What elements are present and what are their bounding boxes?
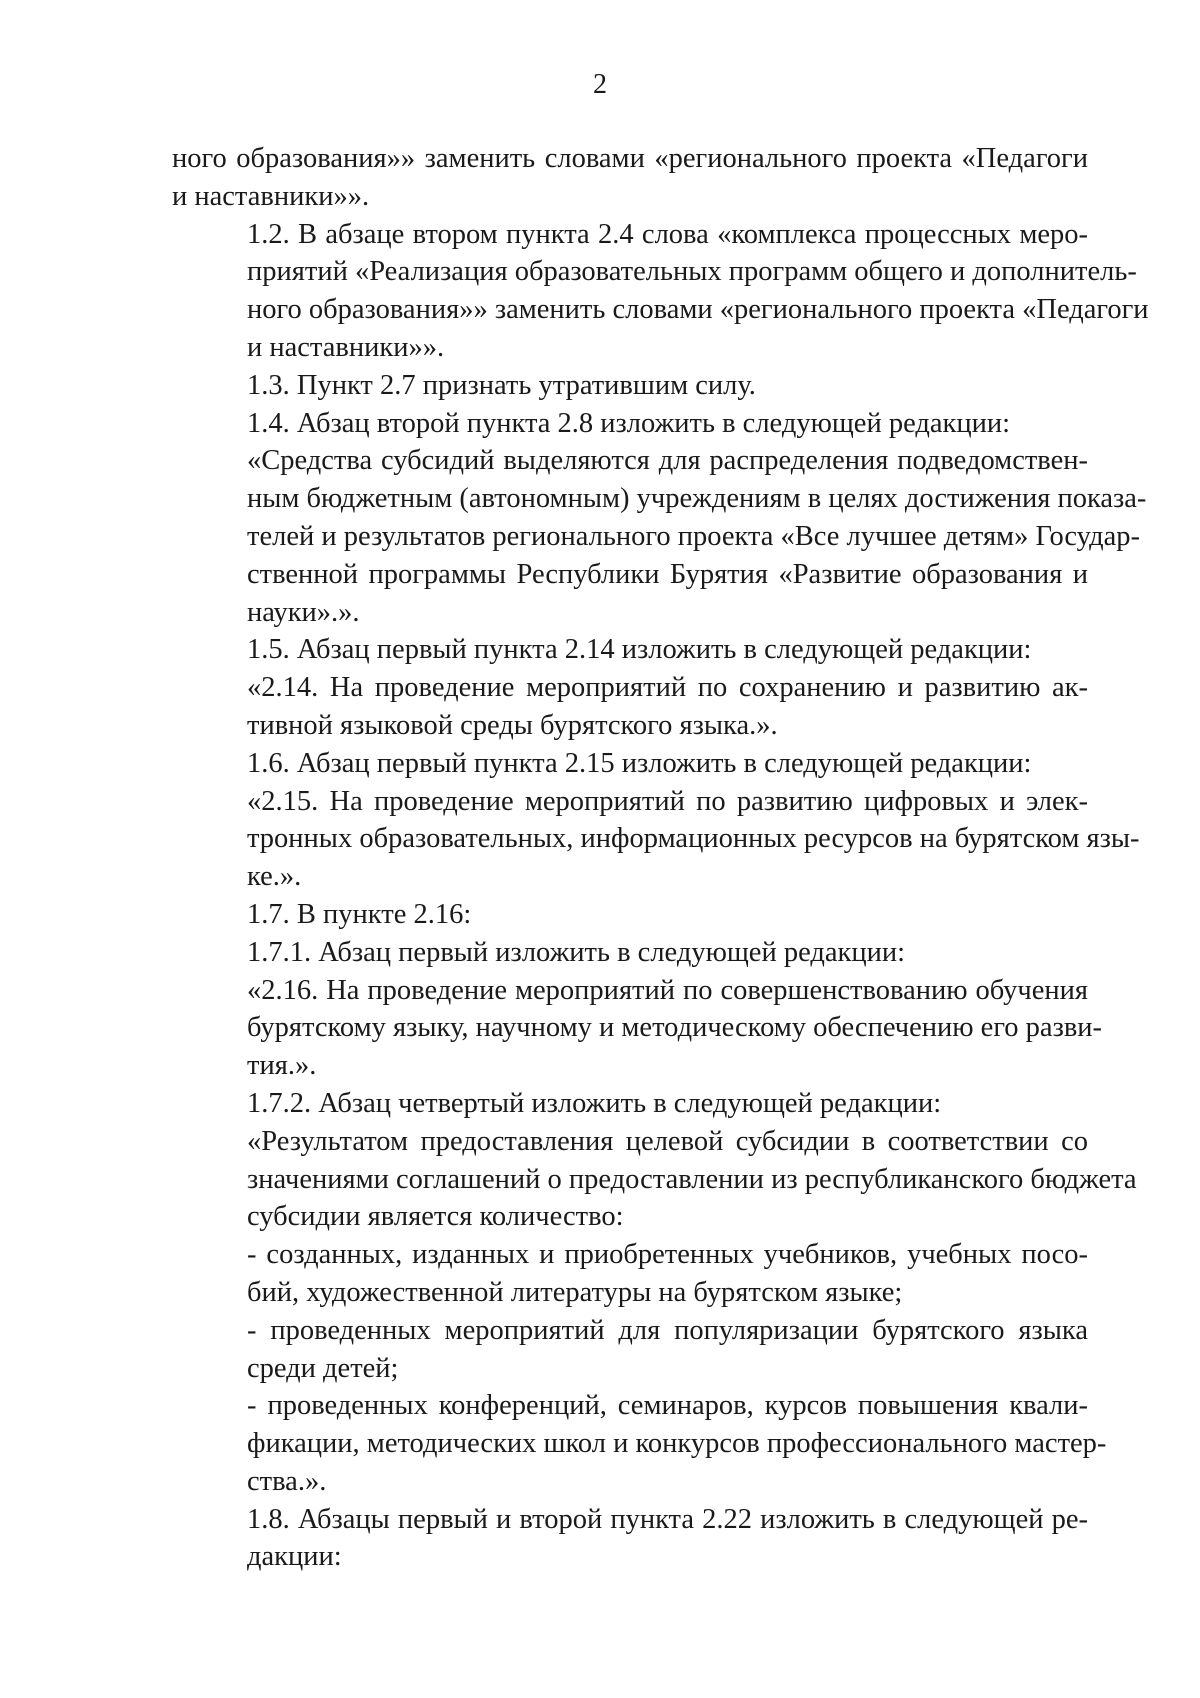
text-line: - созданных, изданных и приобретенных учебников, учебных посо- bbox=[247, 1239, 1088, 1271]
text-line: телей и результатов регионального проекта «Все лучшее детям» Государ- bbox=[247, 520, 1141, 552]
document-body bbox=[172, 140, 1149, 1576]
paragraph-p1-7 bbox=[172, 896, 1088, 934]
text-line: 1.8. Абзацы первый и второй пункта 2.22 изложить в следующей ре- bbox=[247, 1503, 1088, 1535]
paragraph-p1-7-2 bbox=[172, 1085, 1088, 1123]
paragraph-p1-7-2-item3 bbox=[172, 1387, 1107, 1500]
paragraph-p1-5-quote bbox=[172, 669, 1088, 745]
text-line: субсидии является количество: bbox=[247, 1201, 624, 1233]
text-line: ного образования»» заменить словами «регионального проекта «Педагоги bbox=[247, 294, 1149, 326]
text-line: и наставники»». bbox=[247, 331, 445, 363]
text-line: фикации, методических школ и конкурсов профессионального мастер- bbox=[247, 1428, 1107, 1460]
text-line: дакции: bbox=[247, 1541, 342, 1573]
text-line: «2.16. На проведение мероприятий по совершенствованию обучения bbox=[247, 974, 1088, 1006]
text-line: 1.7. В пункте 2.16: bbox=[247, 898, 472, 930]
paragraph-p1-7-1 bbox=[172, 934, 1088, 972]
paragraph-p1-3 bbox=[172, 367, 1088, 405]
page-number: 2 bbox=[593, 69, 607, 100]
paragraph-p1-6 bbox=[172, 745, 1088, 783]
text-line: 1.2. В абзаце втором пункта 2.4 слова «комплекса процессных меро- bbox=[247, 218, 1088, 250]
paragraph-p1-7-2-item1 bbox=[172, 1236, 1088, 1312]
paragraph-p1-4 bbox=[172, 405, 1088, 443]
text-line: среди детей; bbox=[247, 1352, 399, 1384]
text-line: ного образования»» заменить словами «регионального проекта «Педагоги bbox=[172, 143, 1088, 174]
paragraph-p1-7-1-quote bbox=[172, 972, 1103, 1085]
text-line: «Средства субсидий выделяются для распределения подведомствен- bbox=[247, 445, 1088, 477]
text-line: тивной языковой среды бурятского языка.». bbox=[247, 709, 778, 741]
text-line: 1.6. Абзац первый пункта 2.15 изложить в следующей редакции: bbox=[247, 747, 1032, 779]
text-line: ства.». bbox=[247, 1465, 327, 1497]
paragraph-p1-2 bbox=[172, 216, 1149, 367]
text-line: «Результатом предоставления целевой субсидии в соответствии со bbox=[247, 1125, 1088, 1157]
paragraph-p1-7-2-quote bbox=[172, 1123, 1137, 1236]
text-line: «2.15. На проведение мероприятий по развитию цифровых и элек- bbox=[247, 785, 1088, 817]
text-line: науки».». bbox=[247, 596, 360, 628]
text-line: и наставники»». bbox=[172, 180, 370, 212]
text-line: бий, художественной литературы на бурятском языке; bbox=[247, 1276, 903, 1308]
text-line: - проведенных конференций, семинаров, курсов повышения квали- bbox=[247, 1390, 1088, 1422]
text-line: 1.5. Абзац первый пункта 2.14 изложить в следующей редакции: bbox=[247, 634, 1032, 666]
text-line: ным бюджетным (автономным) учреждениям в целях достижения показа- bbox=[247, 483, 1147, 515]
text-line: тронных образовательных, информационных ресурсов на бурятском язы- bbox=[247, 823, 1140, 855]
text-line: бурятскому языку, научному и методическому обеспечению его разви- bbox=[247, 1012, 1103, 1044]
text-line: ке.». bbox=[247, 861, 302, 893]
paragraph-p1-5 bbox=[172, 631, 1088, 669]
paragraph-p1-7-2-item2 bbox=[172, 1312, 1088, 1388]
text-line: 1.7.1. Абзац первый изложить в следующей редакции: bbox=[247, 936, 906, 968]
text-line: тия.». bbox=[247, 1050, 317, 1082]
paragraph-p1-4-quote bbox=[172, 442, 1147, 631]
text-line: 1.7.2. Абзац четвертый изложить в следующей редакции: bbox=[247, 1087, 942, 1119]
text-line: - проведенных мероприятий для популяризации бурятского языка bbox=[247, 1314, 1088, 1346]
paragraph-p0 bbox=[172, 140, 1088, 216]
paragraph-p1-8 bbox=[172, 1501, 1088, 1577]
text-line: 1.4. Абзац второй пункта 2.8 изложить в следующей редакции: bbox=[247, 407, 1011, 439]
text-line: 1.3. Пункт 2.7 признать утратившим силу. bbox=[247, 369, 756, 401]
text-line: значениями соглашений о предоставлении из республиканского бюджета bbox=[247, 1163, 1137, 1195]
text-line: «2.14. На проведение мероприятий по сохранению и развитию ак- bbox=[247, 672, 1088, 704]
text-line: ственной программы Республики Бурятия «Развитие образования и bbox=[247, 558, 1088, 590]
text-line: приятий «Реализация образовательных программ общего и дополнитель- bbox=[247, 256, 1137, 288]
paragraph-p1-6-quote bbox=[172, 783, 1140, 896]
